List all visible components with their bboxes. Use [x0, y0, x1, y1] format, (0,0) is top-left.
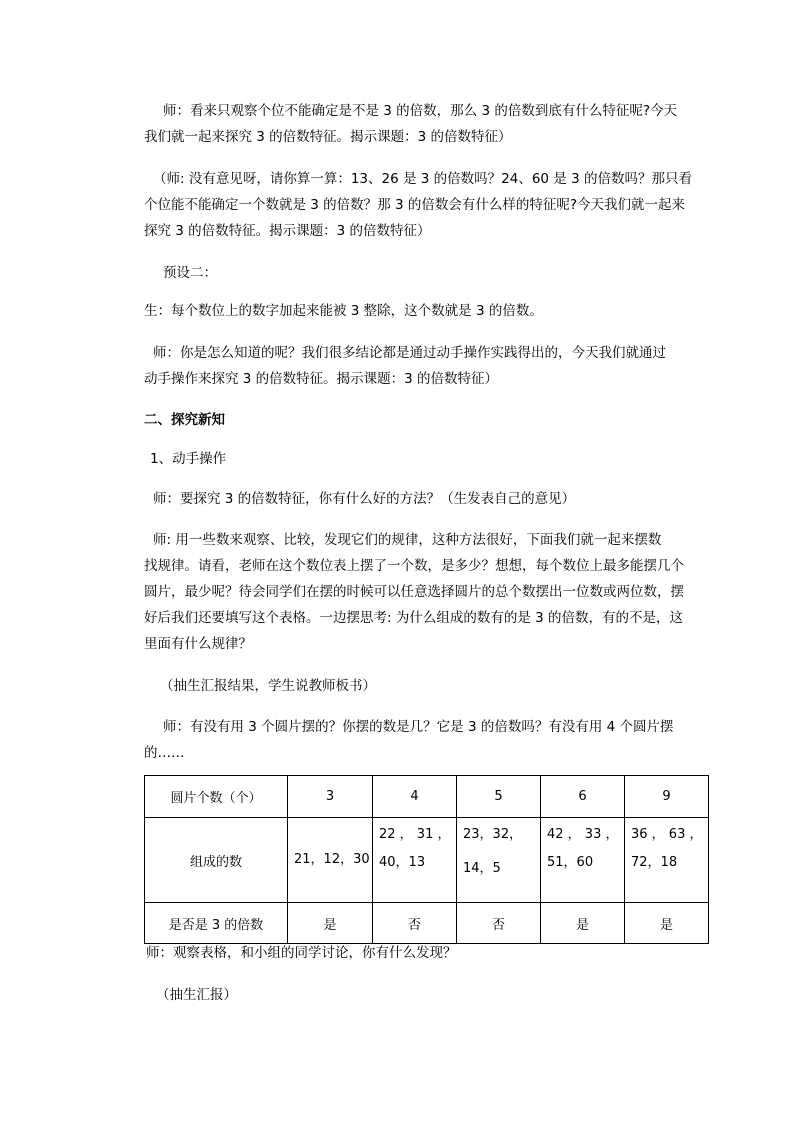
- table-cell: [541, 818, 625, 903]
- table-cell: 9: [625, 776, 709, 818]
- table-cell: [457, 818, 541, 903]
- table-cell: 是: [625, 903, 709, 944]
- subheading-hands-on: 1、动手操作: [150, 451, 227, 467]
- paragraph-2-line-1: （师: 没有意见呀，请你算一算：13、26 是 3 的倍数吗？24、60 是 3 的倍数吗？那只看: [153, 171, 692, 187]
- cell-line: 14，5: [463, 861, 501, 876]
- paragraph-1-line-2: 我们就一起来探究 3 的倍数特征。揭示课题：3 的倍数特征）: [144, 129, 512, 145]
- paragraph-1-line-1: 师：看来只观察个位不能确定是不是 3 的倍数，那么 3 的倍数到底有什么特征呢?今天: [163, 103, 678, 119]
- paragraph-6: 师：要探究 3 的倍数特征，你有什么好的方法？（生发表自己的意见）: [153, 491, 576, 507]
- paragraph-8: （抽生汇报结果，学生说教师板书）: [160, 678, 376, 694]
- table-cell: [288, 818, 373, 903]
- table-row: [145, 818, 709, 903]
- table-cell: 否: [457, 903, 541, 944]
- paragraph-9-line-1: 师：有没有用 3 个圆片摆的？你摆的数是几？它是 3 的倍数吗？有没有用 4 个圆片摆: [163, 719, 674, 735]
- table-cell: [373, 818, 457, 903]
- row-label-circle-count: 圆片个数（个）: [145, 776, 288, 818]
- paragraph-5-line-1: 师：你是怎么知道的呢？我们很多结论都是通过动手操作实践得出的，今天我们就通过: [153, 345, 666, 361]
- table-cell: 4: [373, 776, 457, 818]
- table-cell: 5: [457, 776, 541, 818]
- table-cell: 是: [288, 903, 373, 944]
- paragraph-9-line-2: 的……: [144, 745, 185, 761]
- cell-line: 36 ， 63 ，: [631, 827, 703, 842]
- row-label-formed-numbers: 组成的数: [145, 818, 288, 903]
- paragraph-5-line-2: 动手操作来探究 3 的倍数特征。揭示课题：3 的倍数特征）: [144, 371, 499, 387]
- table-row: [145, 903, 709, 944]
- paragraph-11: （抽生汇报）: [156, 987, 237, 1003]
- cell-line: 21，12，30: [294, 852, 370, 867]
- preset-two-label: 预设二：: [163, 265, 217, 281]
- table-cell: 6: [541, 776, 625, 818]
- section-heading-explore: 二、探究新知: [144, 412, 225, 428]
- table-cell: 是: [541, 903, 625, 944]
- row-label-is-multiple: 是否是 3 的倍数: [145, 903, 288, 944]
- table-cell: [625, 818, 709, 903]
- cell-line: 23，32，: [463, 827, 523, 842]
- cell-line: 72，18: [631, 855, 678, 870]
- paragraph-2-line-2: 个位能不能确定一个数就是 3 的倍数？那 3 的倍数会有什么样的特征呢?今天我们就一起来: [144, 197, 686, 213]
- cell-line: 51，60: [547, 855, 594, 870]
- cell-line: 40，13: [379, 855, 426, 870]
- table-cell: 否: [373, 903, 457, 944]
- table-cell: 3: [288, 776, 373, 818]
- cell-line: 22 ， 31 ，: [379, 827, 451, 842]
- paragraph-7-line-1: 师: 用一些数来观察、比较，发现它们的规律，这种方法很好，下面我们就一起来摆数: [153, 532, 662, 548]
- paragraph-7-line-2: 找规律。请看，老师在这个数位表上摆了一个数，是多少？想想，每个数位上最多能摆几个: [144, 558, 684, 574]
- table-row: [145, 776, 709, 818]
- cell-line: 42 ， 33 ，: [547, 827, 619, 842]
- paragraph-2-line-3: 探究 3 的倍数特征。揭示课题：3 的倍数特征）: [144, 223, 431, 239]
- student-answer: 生：每个数位上的数字加起来能被 3 整除，这个数就是 3 的倍数。: [144, 303, 543, 319]
- multiples-of-three-table: [144, 775, 709, 944]
- paragraph-7-line-4: 好后我们还要填写这个表格。一边摆思考: 为什么组成的数有的是 3 的倍数，有的不是，这: [144, 610, 684, 626]
- paragraph-10: 师：观察表格，和小组的同学讨论，你有什么发现？: [146, 945, 457, 961]
- paragraph-7-line-5: 里面有什么规律？: [144, 636, 252, 652]
- paragraph-7-line-3: 圆片，最少呢？待会同学们在摆的时候可以任意选择圆片的总个数摆出一位数或两位数，摆: [144, 584, 684, 600]
